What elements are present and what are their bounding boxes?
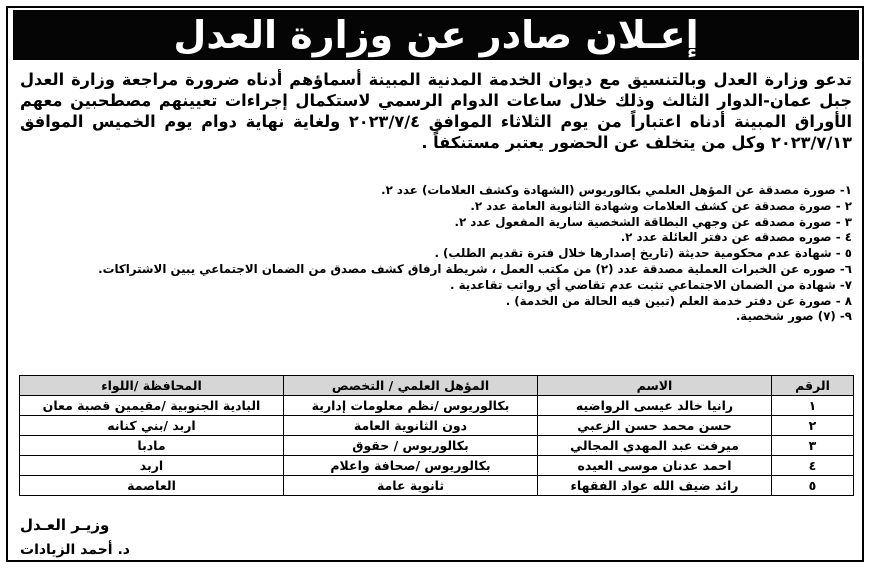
announcement-title: إعـلان صادر عن وزارة العدل <box>13 10 859 60</box>
cell-qualification: بكالوريوس / حقوق <box>284 436 538 456</box>
cell-name: حسن محمد حسن الزعبي <box>538 416 772 436</box>
appointees-table <box>19 375 854 496</box>
cell-num: ١ <box>772 396 854 416</box>
header-name: الاسم <box>538 376 772 396</box>
table-row <box>20 396 854 416</box>
requirement-item: ٨ - صورة عن دفتر خدمة العلم (تبين فيه الحالة من الخدمة) . <box>505 293 852 308</box>
table-row <box>20 456 854 476</box>
signature-title: وزيـر العـدل <box>20 516 110 534</box>
requirement-item: ٥ - شهادة عدم محكومية حديثة (تاريخ إصدارها خلال فترة تقديم الطلب) . <box>434 246 852 261</box>
cell-name: ميرفت عبد المهدي المجالي <box>538 436 772 456</box>
cell-qualification: ثانوية عامة <box>284 476 538 496</box>
signature-name: د. أحمد الزيادات <box>20 542 130 558</box>
cell-num: ٣ <box>772 436 854 456</box>
cell-name: رانيا خالد عيسى الرواضيه <box>538 396 772 416</box>
cell-governorate: اربد <box>20 456 284 476</box>
header-num: الرقم <box>772 376 854 396</box>
cell-qualification: دون الثانوية العامة <box>284 416 538 436</box>
cell-qualification: بكالوريوس /صحافة واعلام <box>284 456 538 476</box>
requirements-list <box>20 183 852 325</box>
cell-name: رائد ضيف الله عواد الفقهاء <box>538 476 772 496</box>
cell-num: ٤ <box>772 456 854 476</box>
cell-governorate: اربد /بني كنانه <box>20 416 284 436</box>
cell-governorate: مادبا <box>20 436 284 456</box>
requirement-item: ٢ - صورة مصدقة عن كشف العلامات وشهادة الثانوية العامة عدد ٢. <box>470 198 852 213</box>
cell-governorate: البادية الجنوبية /مقيمين قصبة معان <box>20 396 284 416</box>
cell-qualification: بكالوريوس /نظم معلومات إدارية <box>284 396 538 416</box>
requirement-item: ٣ - صورة مصدقه عن وجهي البطاقة الشخصية سارية المفعول عدد ٢. <box>454 214 852 229</box>
requirement-item: ٧- شهادة من الضمان الاجتماعي تثبت عدم تقاضي أي رواتب تقاعدية . <box>450 277 852 292</box>
table-row <box>20 476 854 496</box>
announcement-intro: تدعو وزارة العدل وبالتنسيق مع ديوان الخدمة المدنية المبينة أسماؤهم أدناه ضرورة مراجعة وزارة العدل جبل عمان-الدوار الثالث وذلك خلال ساعات الدوام الرسمي لاستكمال إجراءات تعيينهم مصطحبين معهم الأوراق المبينة أدناه اعتباراً من يوم الثلاثاء الموافق ٢٠٢٣/٧/٤ ولغاية نهاية دوام يوم الخميس الموافق ٢٠٢٣/٧/١٣ وكل من يتخلف عن الحضور يعتبر مستنكفاً . <box>20 70 852 152</box>
cell-num: ٥ <box>772 476 854 496</box>
cell-name: احمد عدنان موسى العيده <box>538 456 772 476</box>
cell-governorate: العاصمة <box>20 476 284 496</box>
requirement-item: ٦- صوره عن الخبرات العملية مصدقة عدد (٢) من مكتب العمل ، شريطة ارفاق كشف مصدق من الضمان الاجتماعي يبين الاشتراكات. <box>98 261 852 276</box>
table-row <box>20 416 854 436</box>
cell-num: ٢ <box>772 416 854 436</box>
table-header-row <box>20 376 854 396</box>
table-row <box>20 436 854 456</box>
header-governorate: المحافظة /اللواء <box>20 376 284 396</box>
requirement-item: ١- صورة مصدقة عن المؤهل العلمي بكالوريوس (الشهادة وكشف العلامات) عدد ٢. <box>381 183 852 197</box>
requirement-item: ٤ - صوره مصدقه عن دفتر العائلة عدد ٢. <box>620 230 852 245</box>
requirement-item: ٩- (٧) صور شخصية. <box>735 309 852 324</box>
header-qualification: المؤهل العلمي / التخصص <box>284 376 538 396</box>
